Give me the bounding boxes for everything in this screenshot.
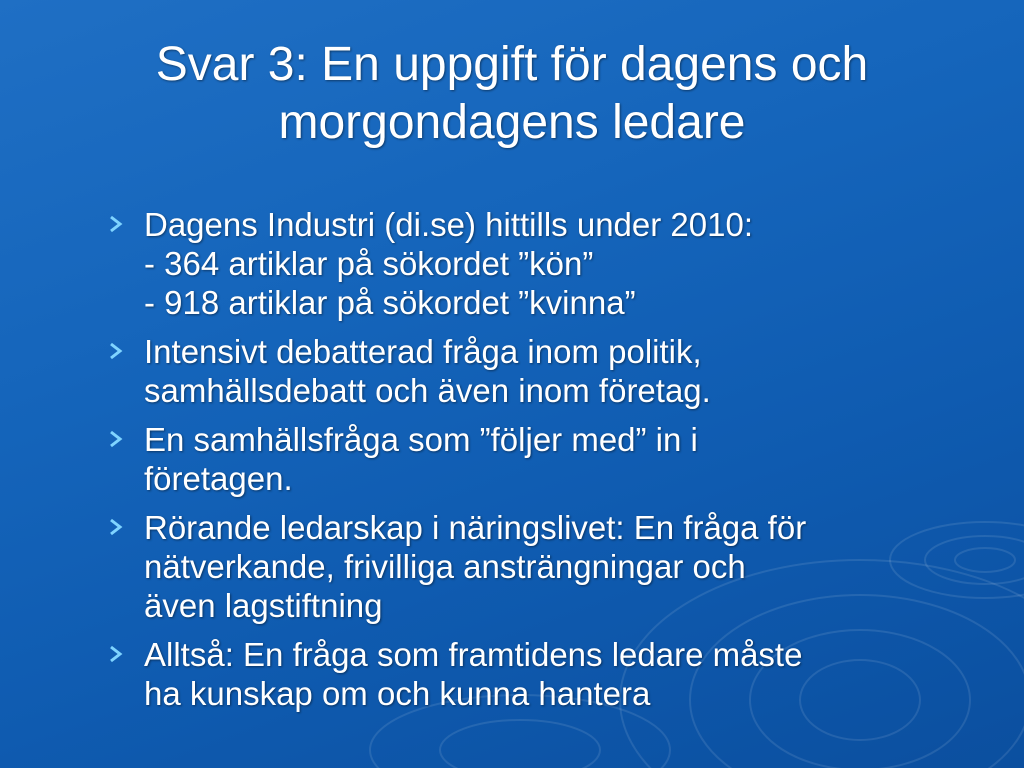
bullet-text-line: samhällsdebatt och även inom företag. xyxy=(144,372,711,409)
bullet-item xyxy=(104,332,974,410)
bullet-item xyxy=(104,508,974,625)
bullet-list xyxy=(104,205,974,723)
slide-title-line: morgondagens ledare xyxy=(278,96,746,149)
bullet-text-line: Dagens Industri (di.se) hittills under 2010: xyxy=(144,206,753,243)
bullet-text-line: företagen. xyxy=(144,460,293,497)
arrowhead-icon xyxy=(106,214,126,234)
bullet-text-line: nätverkande, frivilliga ansträngningar och xyxy=(144,548,746,585)
arrowhead-icon xyxy=(106,341,126,361)
bullet-text-line: ha kunskap om och kunna hantera xyxy=(144,675,651,712)
bullet-item xyxy=(104,420,974,498)
bullet-text-line: Rörande ledarskap i näringslivet: En fråga för xyxy=(144,509,807,546)
bullet-text-line: även lagstiftning xyxy=(144,587,383,624)
bullet-text-line: Intensivt debatterad fråga inom politik, xyxy=(144,333,702,370)
arrowhead-icon xyxy=(106,517,126,537)
arrowhead-icon xyxy=(106,644,126,664)
arrowhead-icon xyxy=(106,429,126,449)
bullet-text-line: Alltså: En fråga som framtidens ledare måste xyxy=(144,636,803,673)
slide-title-line: Svar 3: En uppgift för dagens och xyxy=(155,38,869,91)
bullet-text-line: - 918 artiklar på sökordet ”kvinna” xyxy=(144,284,636,321)
slide-title xyxy=(40,36,984,152)
bullet-item xyxy=(104,635,974,713)
bullet-text-line: En samhällsfråga som ”följer med” in i xyxy=(144,421,698,458)
bullet-item xyxy=(104,205,974,322)
bullet-text-line: - 364 artiklar på sökordet ”kön” xyxy=(144,245,594,282)
